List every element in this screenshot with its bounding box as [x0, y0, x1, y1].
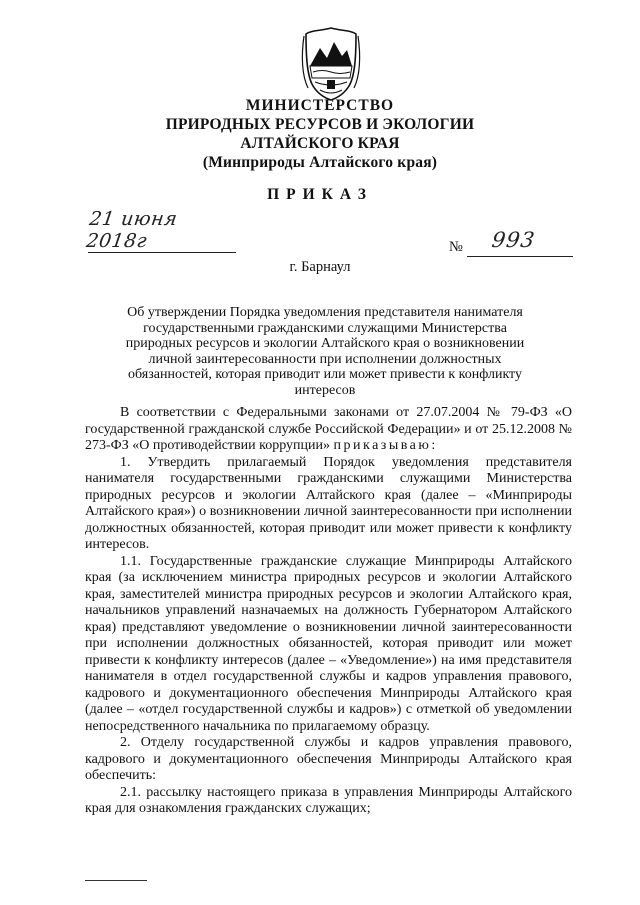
handwritten-date: 21 июня 2018г	[84, 208, 179, 252]
number-underline	[467, 256, 573, 257]
intro-text: В соответствии с Федеральными законами от 27.07.2004 № 79-ФЗ «О государственной гражданской службе Российской Федерации» и от 25.12.2008 № 273-ФЗ «О противодействии коррупции»	[85, 405, 572, 453]
org-short-name: (Минприроды Алтайского края)	[202, 154, 438, 171]
number-label: №	[449, 239, 463, 255]
handwritten-number: 993	[490, 228, 537, 252]
org-name-line-3: АЛТАЙСКОГО КРАЯ	[240, 135, 400, 152]
coat-of-arms-emblem	[300, 26, 362, 102]
order-body	[85, 405, 572, 818]
document-type-title: ПРИКАЗ	[267, 186, 373, 203]
paragraph-1-1: 1.1. Государственные гражданские служащие Минприроды Алтайского края (за исключением министра природных ресурсов и экологии Алтайского края, заместителей министра природных ресурсов и экологии Алтайского края, начальников управлений назначаемых на должность Губернатором Алтайского края) представляют уведомление о возникновении личной заинтересованности при исполнении должностных обязанностей, которая приводит или может привести к конфликту интересов (далее – «Уведомление») на имя представителя нанимателя в отдел государственной службы и кадров управления правового, кадрового и документационного обеспечения Минприроды Алтайского края (далее – «отдел государственной службы и кадров») с отметкой об уведомлении непосредственного начальника по прилагаемому образцу.	[85, 553, 572, 734]
paragraph-2-1: 2.1. рассылку настоящего приказа в управления Минприроды Алтайского края для ознакомления гражданских служащих;	[85, 784, 572, 816]
intro-paragraph	[85, 405, 572, 455]
footnote-separator	[85, 880, 147, 881]
ministry-header	[0, 96, 640, 172]
org-name-line-1: МИНИСТЕРСТВО	[245, 97, 395, 114]
order-verb: приказываю:	[333, 438, 438, 453]
order-subject: Об утверждении Порядка уведомления представителя нанимателя государственными гражданскими служащими Министерства природных ресурсов и экологии Алтайского края о возникновении личной заинтересованности при исполнении должностных обязанностей, которая приводит или может привести к конфликту интересов	[125, 305, 525, 398]
paragraph-1: 1. Утвердить прилагаемый Порядок уведомления представителя нанимателя государственными гражданскими служащими Министерства природных ресурсов и экологии Алтайского края (далее – «Минприроды Алтайского края») о возникновении личной заинтересованности при исполнении должностных обязанностей, которая приводит или может привести к конфликту интересов.	[85, 454, 572, 552]
city-line: г. Барнаул	[289, 259, 351, 275]
date-field	[84, 208, 236, 253]
org-name-line-2: ПРИРОДНЫХ РЕСУРСОВ И ЭКОЛОГИИ	[165, 116, 475, 133]
paragraph-2: 2. Отделу государственной службы и кадров управления правового, кадрового и документационного обеспечения Минприроды Алтайского края обеспечить:	[85, 735, 572, 783]
